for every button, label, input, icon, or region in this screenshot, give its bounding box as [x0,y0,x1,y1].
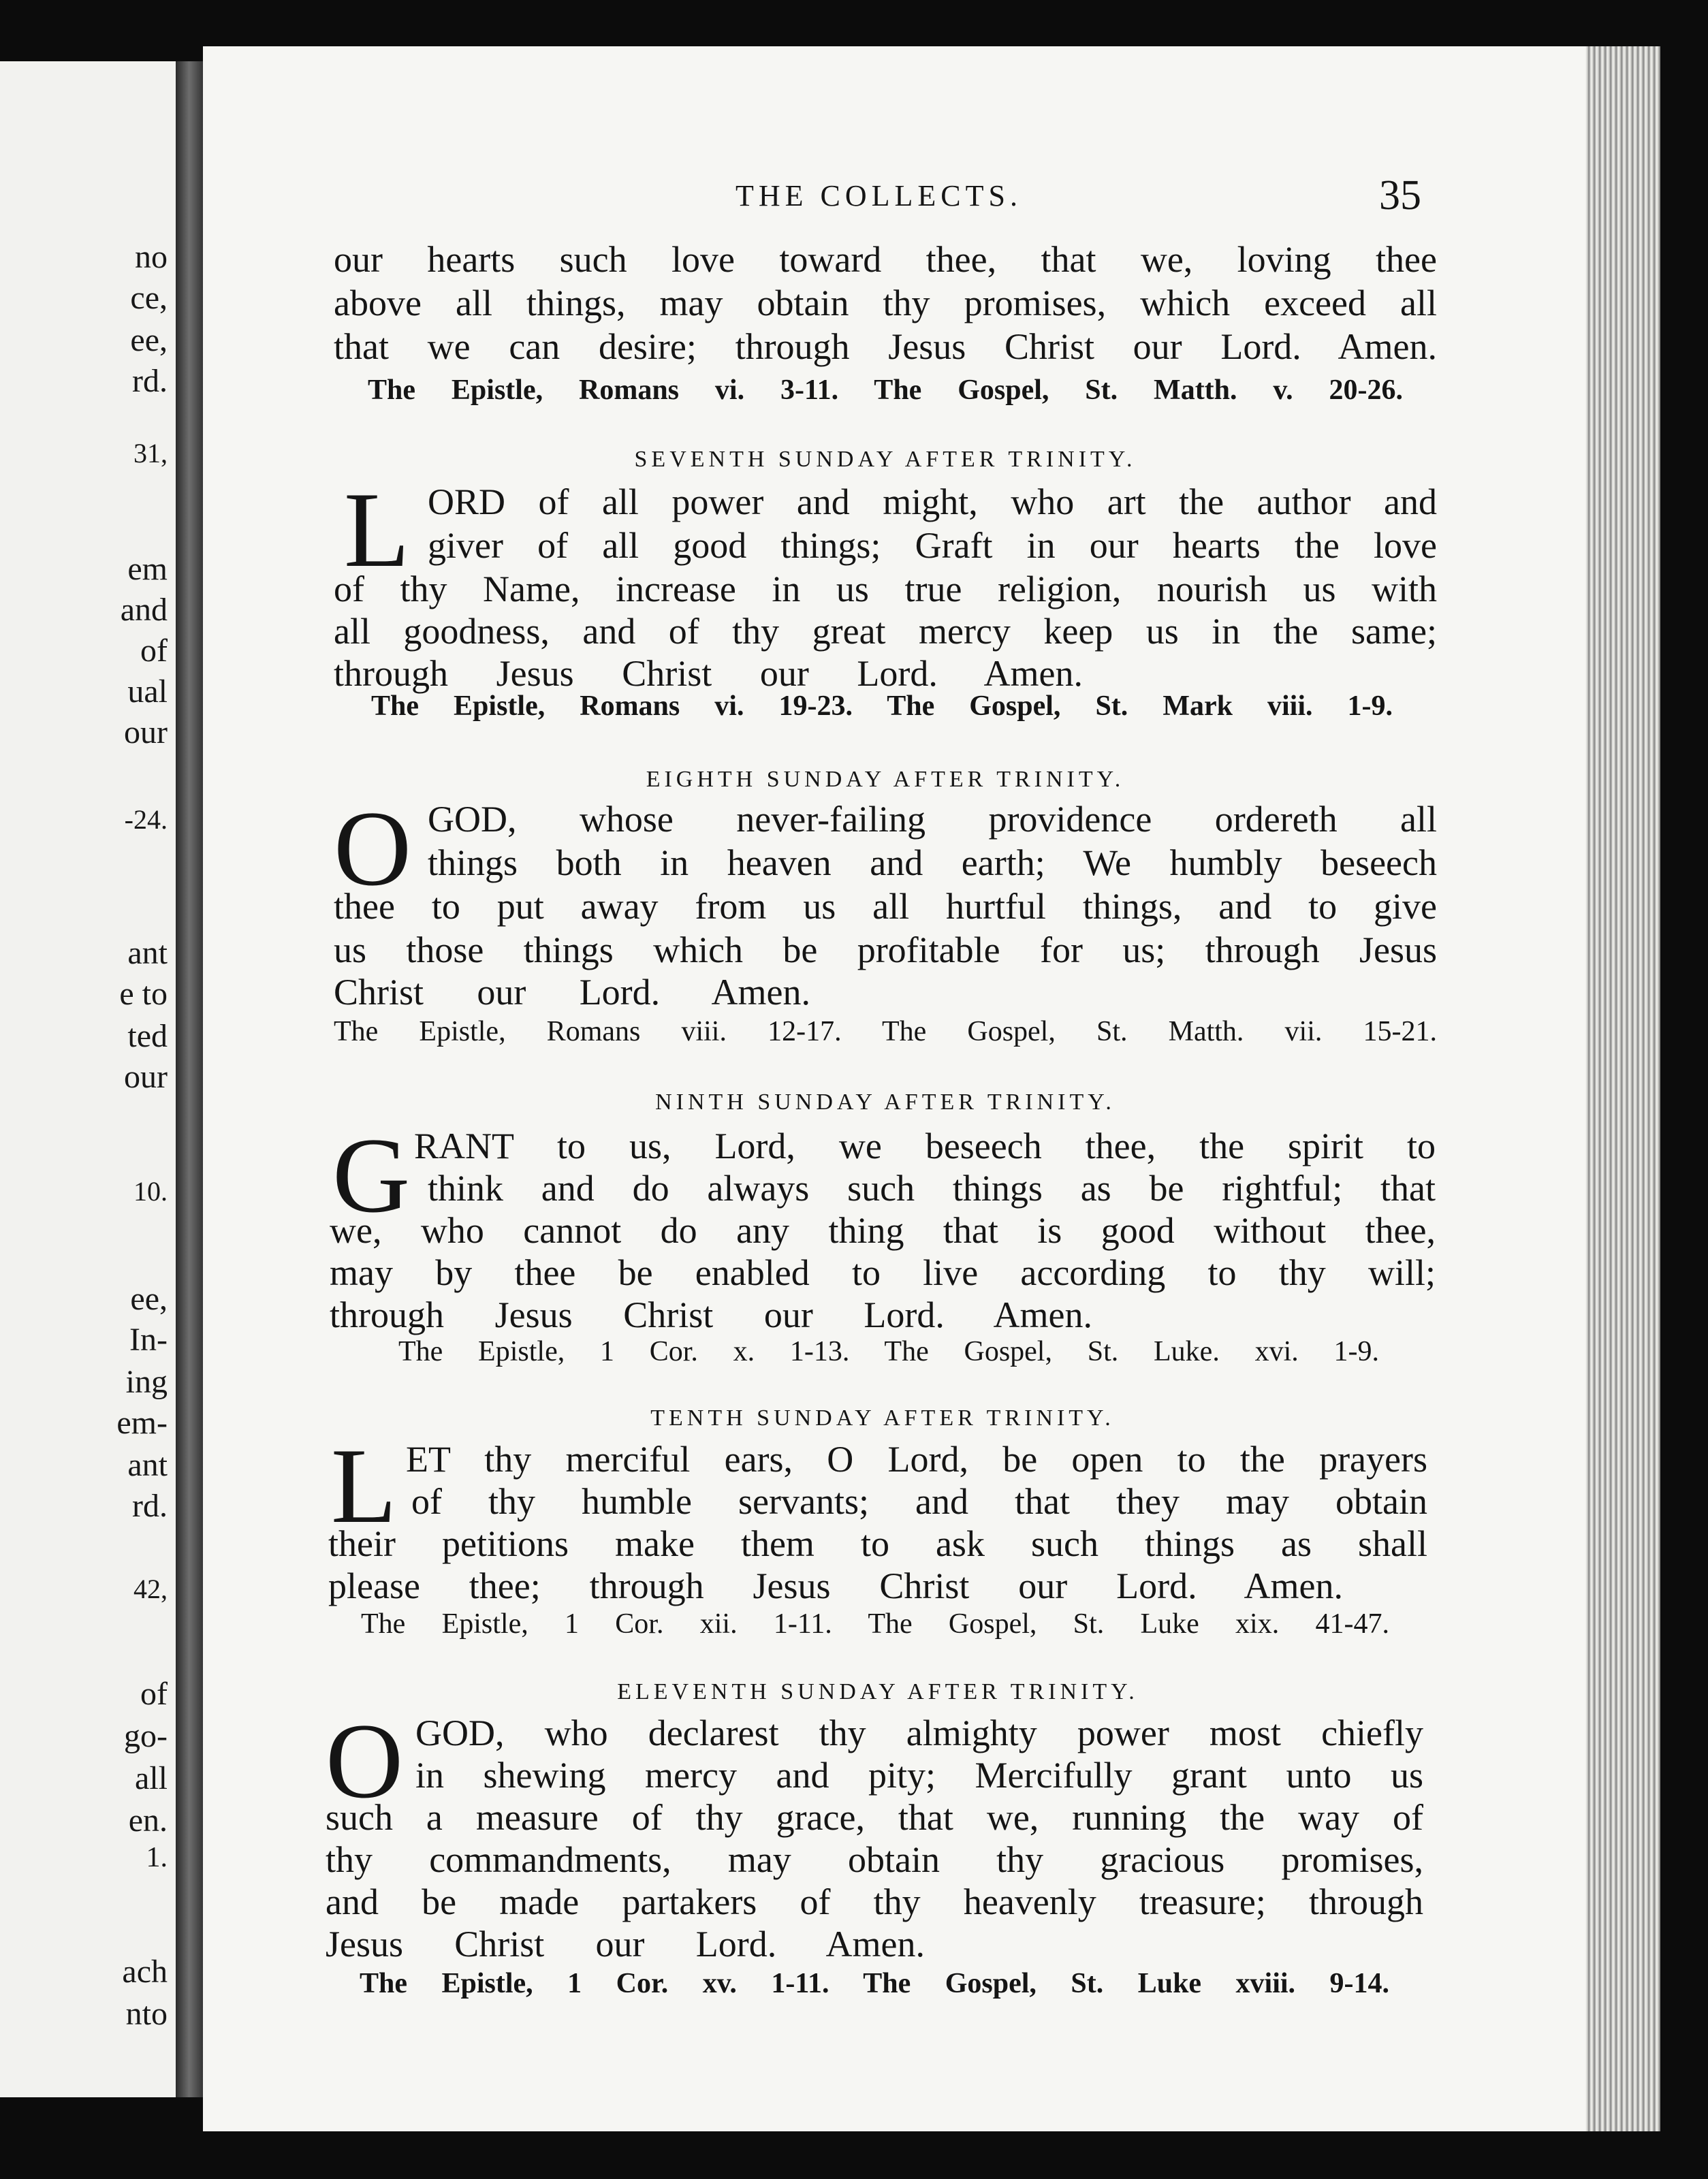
facing-page-fragment: 10. [133,1176,168,1207]
section-heading: SEVENTH SUNDAY AFTER TRINITY. [634,447,1137,472]
body-line: through Jesus Christ our Lord. Amen. [334,653,1083,694]
body-line: GOD, whose never-failing providence ordereth all [428,799,1437,840]
facing-page-fragment: ee, [130,322,168,358]
page-number: 35 [1379,172,1421,219]
drop-cap: L [344,471,410,590]
facing-page-fragment: em [127,551,168,587]
book-gutter [176,61,206,2097]
body-line: please thee; through Jesus Christ our Lord. Amen. [328,1565,1343,1606]
facing-page-fragment: 31, [133,438,168,468]
facing-page-fragment: em- [116,1405,168,1441]
facing-page-fragment: and [120,592,168,628]
body-line: we, who cannot do any thing that is good without thee, [330,1210,1436,1251]
facing-page-fragment: ted [127,1018,168,1054]
body-line: ET thy merciful ears, O Lord, be open to the prayers [406,1439,1427,1480]
body-line: of thy Name, increase in us true religion, nourish us with [334,569,1437,609]
facing-page-fragment: In- [129,1322,168,1358]
facing-page-fragment: 1. [146,1842,168,1873]
body-line: may by thee be enabled to live according to thy will; [330,1252,1436,1293]
body-line: things both in heaven and earth; We humbly beseech [428,842,1437,883]
facing-page-fragment: ant [127,1447,168,1483]
body-line: such a measure of thy grace, that we, running the way of [326,1797,1423,1838]
facing-page-fragment: ach [122,1954,168,1990]
facing-page-fragment: of [140,633,168,669]
body-line: our hearts such love toward thee, that we, loving thee [334,239,1437,280]
scripture-reference: The Epistle, 1 Cor. xii. 1-11. The Gospel, St. Luke xix. 41-47. [361,1608,1389,1640]
body-line: giver of all good things; Graft in our hearts the love [428,525,1437,566]
facing-page-fragment: our [124,1059,168,1095]
body-line: Jesus Christ our Lord. Amen. [326,1924,925,1965]
facing-page-fragment: go- [124,1718,168,1754]
scripture-reference: The Epistle, 1 Cor. x. 1-13. The Gospel, St. Luke. xvi. 1-9. [398,1336,1379,1367]
facing-page-fragment: en. [128,1802,168,1839]
facing-page-fragment: 42, [133,1574,168,1604]
body-line: Christ our Lord. Amen. [334,972,810,1013]
facing-page-fragment: ce, [130,280,168,316]
body-line: thee to put away from us all hurtful things, and to give [334,886,1437,927]
body-line: through Jesus Christ our Lord. Amen. [330,1294,1092,1335]
drop-cap: L [331,1427,397,1546]
scripture-reference: The Epistle, Romans vi. 19-23. The Gospel, St. Mark viii. 1-9. [371,690,1393,722]
body-line: think and do always such things as be rightful; that [428,1168,1436,1209]
drop-cap: O [326,1702,404,1821]
scripture-reference: The Epistle, Romans vi. 3-11. The Gospel, St. Matth. v. 20-26. [368,375,1403,406]
facing-page-fragment: -24. [124,804,168,835]
body-line: of thy humble servants; and that they may obtain [411,1481,1427,1522]
section-heading: NINTH SUNDAY AFTER TRINITY. [655,1090,1116,1115]
drop-cap: G [332,1116,411,1235]
drop-cap: O [334,789,412,908]
facing-page-fragment: e to [119,976,168,1012]
body-line: and be made partakers of thy heavenly treasure; through [326,1881,1423,1922]
scripture-reference: The Epistle, 1 Cor. xv. 1-11. The Gospel, St. Luke xviii. 9-14. [360,1968,1389,1999]
body-line: RANT to us, Lord, we beseech thee, the spirit to [414,1126,1436,1166]
facing-page-fragment: rd. [132,363,168,399]
facing-page-fragment: nto [125,1996,168,2032]
facing-page-fragment: ual [127,673,168,710]
facing-page-fragment: rd. [132,1488,168,1524]
body-line: ORD of all power and might, who art the author and [428,481,1437,522]
body-line: in shewing mercy and pity; Mercifully grant unto us [415,1755,1423,1796]
section-heading: ELEVENTH SUNDAY AFTER TRINITY. [617,1679,1139,1704]
body-line: GOD, who declarest thy almighty power most chiefly [415,1713,1423,1753]
body-line: thy commandments, may obtain thy gracious promises, [326,1839,1423,1880]
facing-page-fragment: ant [127,935,168,971]
section-heading: EIGHTH SUNDAY AFTER TRINITY. [646,767,1125,792]
body-line: us those things which be profitable for us; through Jesus [334,929,1437,970]
body-line: all goodness, and of thy great mercy keep us in the same; [334,611,1437,652]
facing-page-fragment: of [140,1676,168,1712]
body-line: that we can desire; through Jesus Christ our Lord. Amen. [334,326,1437,367]
facing-page-fragment: ing [125,1364,168,1400]
facing-page-edge [0,61,185,2097]
section-heading: TENTH SUNDAY AFTER TRINITY. [650,1405,1115,1431]
body-line: their petitions make them to ask such things as shall [328,1523,1427,1564]
facing-page-fragment: ee, [130,1281,168,1317]
body-line: above all things, may obtain thy promises, which exceed all [334,283,1437,323]
scripture-reference: The Epistle, Romans viii. 12-17. The Gospel, St. Matth. vii. 15-21. [334,1016,1437,1047]
facing-page-fragment: no [135,239,168,275]
facing-page-fragment: all [135,1760,168,1796]
page-edges [1585,46,1660,2131]
running-title: THE COLLECTS. [736,179,1022,212]
facing-page-fragment: our [124,714,168,750]
